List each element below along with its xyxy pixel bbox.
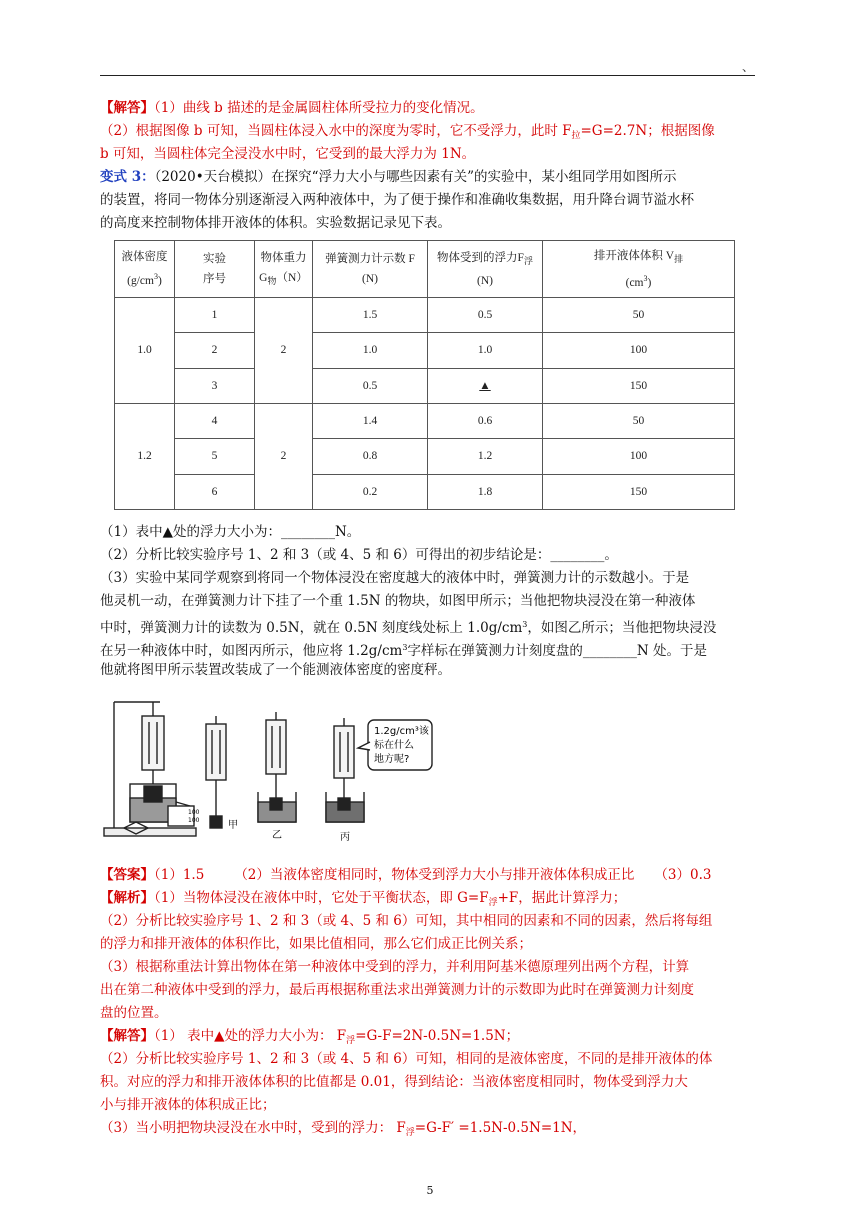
analysis-line5: 出在第二种液体中受到的浮力，最后再根据称重法求出弹簧测力计的示数即为此时在弹簧测力计刻度	[100, 982, 694, 998]
cell-reading: 0.5	[313, 368, 428, 403]
solution1-tag: 【解答】	[100, 100, 154, 116]
solution2-line5	[100, 1118, 765, 1144]
spring-scale-yi	[266, 720, 286, 774]
table-row	[115, 474, 735, 509]
cell-buoyancy: 1.2	[428, 439, 543, 474]
answer-tag: 【答案】	[100, 867, 154, 883]
cell-buoyancy: 0.6	[428, 403, 543, 438]
solution1-line1	[100, 98, 765, 119]
spring-scale-frame	[142, 716, 164, 770]
analysis-line4: （3）根据称重法计算出物体在第一种液体中受到的浮力，并利用阿基米德原理列出两个方程，计算	[100, 959, 690, 975]
data-table-wrap	[114, 240, 734, 510]
header-trial-no: 实验 序号	[175, 241, 255, 298]
question-1: （1）表中▲处的浮力大小为：________N。	[100, 524, 361, 540]
cell-volume: 150	[543, 368, 735, 403]
solution2-text1b: =G-F=2N-0.5N=1.5N；	[355, 1028, 520, 1044]
solution2-line3: 积。对应的浮力和排开液体体积的比值都是 0.01，得到结论：当液体密度相同时，物体受到浮力大	[100, 1074, 688, 1090]
question-3-text4a: 在另一种液体中时，如图丙所示，他应将 1.2g/cm	[100, 643, 403, 659]
solution2-text5a: （3）当小明把物块浸没在水中时，受到的浮力： F	[100, 1120, 406, 1136]
bubble-line-3: 地方呢?	[374, 754, 410, 765]
cell-no: 6	[175, 474, 255, 509]
cell-weight: 2	[255, 298, 313, 404]
solution2-line2: （2）分析比较实验序号 1、2 和 3（或 4、5 和 6）可知，相同的是液体密度，不同的是排开液体的体	[100, 1051, 713, 1067]
cell-volume: 50	[543, 403, 735, 438]
header-rule	[100, 75, 755, 76]
solution1-line3: b 可知，当圆柱体完全浸没水中时，它受到的最大浮力为 1N。	[100, 146, 476, 162]
header-mark: 、	[742, 60, 755, 74]
table-row	[115, 298, 735, 333]
analysis-sub: 浮	[488, 898, 498, 908]
solution2-line4: 小与排开液体的体积成正比；	[100, 1097, 276, 1113]
header-weight: 物体重力 $G_物(N)$	[255, 241, 313, 298]
cell-reading: 0.8	[313, 439, 428, 474]
block-jia	[210, 816, 222, 828]
variant-text1: （2020•天台模拟）在探究“浮力大小与哪些因素有关”的实验中，某小组同学用如图所示	[154, 169, 677, 185]
cell-weight: 2	[255, 403, 313, 509]
analysis-tag: 【解析】	[100, 890, 154, 906]
cell-reading: 1.4	[313, 403, 428, 438]
cell-volume: 50	[543, 298, 735, 333]
cup-label-2: 100	[188, 817, 200, 824]
header-volume: 排开液体体积 $V_排$ $(cm^3)$	[543, 241, 735, 298]
solution2-sub: 浮	[346, 1036, 356, 1046]
cell-buoyancy-triangle: ▲	[428, 368, 543, 403]
question-3-line4	[100, 637, 765, 662]
table-row	[115, 368, 735, 403]
question-3-line1: （3）实验中某同学观察到将同一个物体浸没在密度越大的液体中时，弹簧测力计的示数越小。于是	[100, 570, 690, 586]
superscript: 3	[522, 620, 528, 629]
solution1-sub: 拉	[571, 131, 581, 141]
cell-reading: 1.0	[313, 333, 428, 368]
table-header-row	[115, 241, 735, 298]
cell-volume: 100	[543, 439, 735, 474]
table-row	[115, 439, 735, 474]
question-2: （2）分析比较实验序号 1、2 和 3（或 4、5 和 6）可得出的初步结论是：________。	[100, 547, 618, 563]
answer-2: （2）当液体密度相同时，物体受到浮力大小与排开液体体积成正比	[234, 867, 635, 883]
stand-base	[104, 828, 196, 836]
superscript: 3	[402, 643, 408, 652]
cell-buoyancy: 1.8	[428, 474, 543, 509]
variant-line3: 的高度来控制物体排开液体的体积。实验数据记录见下表。	[100, 215, 451, 231]
cell-buoyancy: 0.5	[428, 298, 543, 333]
cell-reading: 1.5	[313, 298, 428, 333]
variant-line1	[100, 167, 765, 188]
block-bing	[338, 798, 350, 810]
spring-scale-bing	[334, 726, 354, 778]
answer-3: （3）0.3	[654, 867, 712, 883]
analysis-line6: 盘的位置。	[100, 1005, 168, 1021]
question-3-text3a: 中时，弹簧测力计的读数为 0.5N，就在 0.5N 刻度线处标上 1.0g/cm	[100, 620, 523, 636]
cell-no: 2	[175, 333, 255, 368]
cell-no: 1	[175, 298, 255, 333]
cell-reading: 0.2	[313, 474, 428, 509]
data-table	[114, 240, 735, 510]
label-jia: 甲	[228, 820, 238, 831]
cell-no: 3	[175, 368, 255, 403]
apparatus-figure	[100, 694, 460, 844]
solution1-text2a: （2）根据图像 b 可知，当圆柱体浸入水中的深度为零时，它不受浮力，此时 F	[100, 123, 572, 139]
table-row	[115, 333, 735, 368]
solution2-sub5: 浮	[405, 1128, 415, 1138]
question-3-line5: 他就将图甲所示装置改装成了一个能测液体密度的密度秤。	[100, 662, 451, 678]
solution1-text1: （1）曲线 b 描述的是金属圆柱体所受拉力的变化情况。	[154, 100, 484, 116]
question-3-text4b: 字样标在弹簧测力计刻度盘的________N 处。于是	[407, 643, 708, 659]
analysis-line3: 的浮力和排开液体的体积作比，如果比值相同，那么它们成正比例关系；	[100, 936, 532, 952]
spring-scale-jia	[206, 724, 226, 780]
label-yi: 乙	[272, 830, 282, 841]
solution2-tag: 【解答】	[100, 1028, 154, 1044]
cell-density: 1.2	[115, 403, 175, 509]
cup-label-1: 100	[188, 809, 200, 816]
answer-line	[100, 865, 765, 886]
header-spring-reading: 弹簧测力计示数 F (N)	[313, 241, 428, 298]
analysis-text1b: +F，据此计算浮力；	[497, 890, 627, 906]
answer-1: （1）1.5	[154, 867, 205, 883]
question-3-text3b: ，如图乙所示；当他把物块浸没	[527, 620, 717, 636]
table-row	[115, 403, 735, 438]
header-density: 液体密度 $(g/cm^3)$	[115, 241, 175, 298]
page-number: 5	[426, 1184, 434, 1197]
variant-line2: 的装置，将同一物体分别逐渐浸入两种液体中，为了便于操作和准确收集数据，用升降台调节溢水杯	[100, 192, 694, 208]
cell-no: 5	[175, 439, 255, 474]
cell-density: 1.0	[115, 298, 175, 404]
cell-buoyancy: 1.0	[428, 333, 543, 368]
question-3-line3	[100, 614, 765, 639]
cell-no: 4	[175, 403, 255, 438]
solution1-text2b: =G=2.7N；根据图像	[580, 123, 715, 139]
solution2-text5b: =G-F′ =1.5N-0.5N=1N，	[414, 1120, 587, 1136]
cell-volume: 100	[543, 333, 735, 368]
solution2-text1a: （1） 表中▲处的浮力大小为： F	[154, 1028, 347, 1044]
analysis-line2: （2）分析比较实验序号 1、2 和 3（或 4、5 和 6）可知，其中相同的因素和不同的因素，然后将每组	[100, 913, 713, 929]
bubble-line-1: 1.2g/cm³该	[374, 726, 429, 737]
header-buoyancy: 物体受到的浮力$F_浮$ (N)	[428, 241, 543, 298]
bubble-line-2: 标在什么	[374, 740, 414, 751]
variant-tag: 变式 3：	[100, 169, 155, 185]
question-3-line2: 他灵机一动，在弹簧测力计下挂了一个重 1.5N 的物块，如图甲所示；当他把物块浸没在第一种液体	[100, 593, 696, 609]
analysis-text1a: （1）当物体浸没在液体中时，它处于平衡状态，即 G=F	[154, 890, 489, 906]
block-yi	[270, 798, 282, 810]
label-bing: 丙	[340, 832, 350, 843]
cell-volume: 150	[543, 474, 735, 509]
block	[144, 786, 162, 802]
